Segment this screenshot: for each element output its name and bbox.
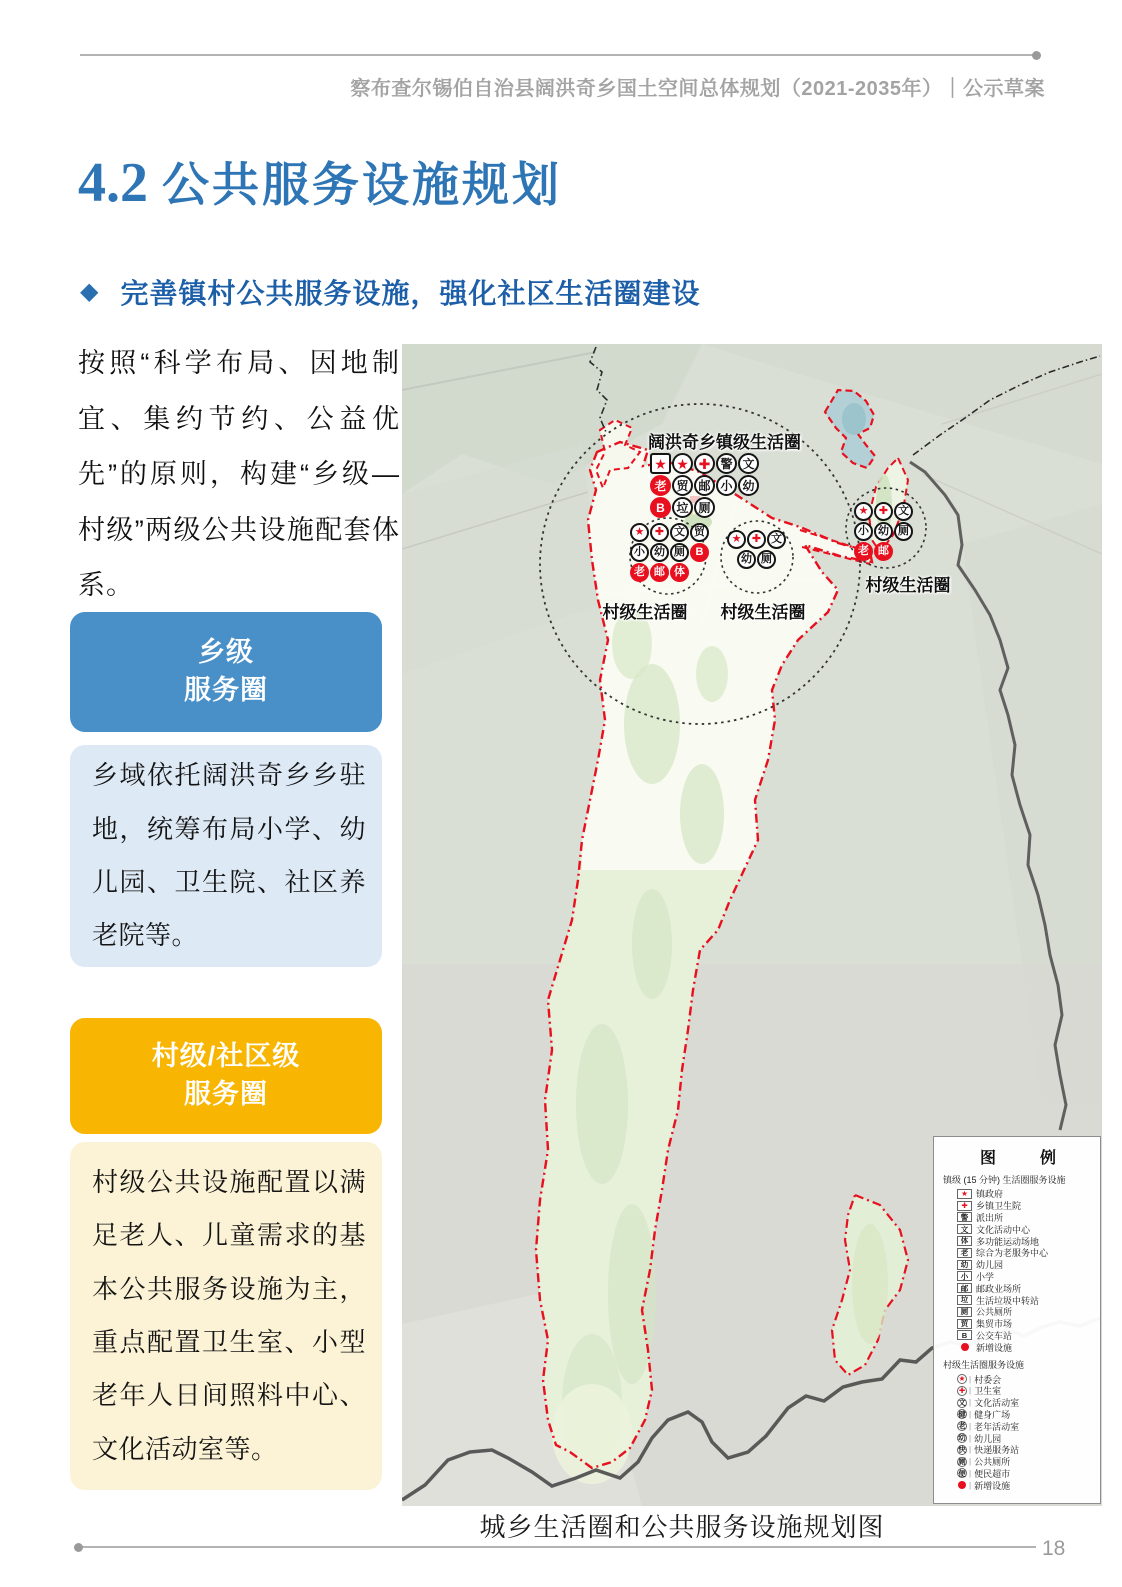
- facility-icon: 体: [670, 563, 689, 582]
- village-circle-label-east: 村级生活圈: [865, 576, 951, 595]
- legend-item: [943, 1200, 1093, 1212]
- legend-item-label: 公交车站: [976, 1330, 1013, 1341]
- facility-icon: 幼: [738, 475, 759, 496]
- facility-icon: 幼: [650, 543, 669, 562]
- facility-icon-row: [854, 502, 913, 521]
- legend-item: [943, 1188, 1093, 1200]
- legend-symbol-icon: 体: [957, 1236, 972, 1246]
- facility-icon: 邮: [694, 475, 715, 496]
- legend-item: [943, 1409, 1093, 1421]
- facility-icon: 贸: [672, 475, 693, 496]
- legend-item: [943, 1341, 1093, 1353]
- legend-title: 图 例: [979, 1150, 1070, 1167]
- legend-symbol-icon: 文: [957, 1224, 972, 1234]
- legend-symbol-icon: 健: [958, 1409, 966, 1419]
- legend-symbol-icon: 幼: [957, 1260, 972, 1270]
- legend-symbol-icon: 老: [958, 1421, 966, 1431]
- village-circle-label-west: 村级生活圈: [602, 603, 688, 622]
- facility-icon-row: [854, 542, 913, 561]
- legend-item-label: 便民超市: [974, 1468, 1011, 1479]
- legend-item: [943, 1397, 1093, 1409]
- facility-icon: ★: [854, 502, 873, 521]
- facility-icon: 垃: [672, 497, 693, 518]
- facility-icon: 文: [670, 523, 689, 542]
- facility-icon: ✚: [747, 530, 766, 549]
- legend-symbol-icon: 幼: [958, 1433, 966, 1443]
- legend-separator: |: [969, 1457, 972, 1467]
- section-subtitle: [80, 272, 700, 312]
- facility-icon: ✚: [694, 453, 715, 474]
- legend-item-label: 文化活动室: [974, 1398, 1020, 1409]
- facility-icon-row: [650, 453, 759, 474]
- legend-item: [943, 1456, 1093, 1468]
- facility-cluster-village-east: [854, 502, 913, 562]
- legend-symbol-icon: 贸: [957, 1319, 972, 1329]
- facility-icon-row: [630, 523, 709, 542]
- legend-symbol-icon: [957, 1342, 972, 1352]
- legend-item: [943, 1294, 1093, 1306]
- legend-symbol-icon: ★: [958, 1374, 966, 1384]
- legend-symbol-icon: 警: [957, 1212, 972, 1222]
- legend-symbol-icon: ✚: [958, 1386, 966, 1396]
- document-header: 察布查尔锡伯自治县阔洪奇乡国土空间总体规划（2021-2035年）｜公示草案: [350, 78, 1045, 100]
- legend-item: [943, 1330, 1093, 1342]
- diamond-bullet-icon: ◆: [80, 278, 99, 305]
- legend-item: [943, 1479, 1093, 1491]
- town-circle-label: 阔洪奇乡镇级生活圈: [648, 433, 801, 452]
- legend-separator: |: [969, 1421, 972, 1431]
- legend-item: [943, 1247, 1093, 1259]
- facility-icon: 文: [767, 530, 786, 549]
- section-number: 4.2: [78, 152, 148, 214]
- facility-icon: ✚: [874, 502, 893, 521]
- legend-separator: |: [969, 1409, 972, 1419]
- legend-item-label: 幼儿园: [976, 1260, 1004, 1271]
- legend-item-label: 乡镇卫生院: [976, 1201, 1022, 1212]
- legend-item: [943, 1385, 1093, 1397]
- legend-item: [943, 1318, 1093, 1330]
- facility-icon-row: [854, 522, 913, 541]
- legend-item-label: 镇政府: [976, 1189, 1004, 1200]
- legend-separator: |: [969, 1468, 972, 1478]
- legend-item: [943, 1271, 1093, 1283]
- legend-item: [943, 1282, 1093, 1294]
- legend-separator: |: [969, 1445, 972, 1455]
- section-title: [78, 148, 562, 215]
- facility-icon-row: [630, 563, 709, 582]
- planning-map: [402, 344, 1102, 1506]
- legend-item: [943, 1306, 1093, 1318]
- legend-symbol-icon: 文: [958, 1397, 966, 1407]
- facility-icon: 小: [716, 475, 737, 496]
- legend-separator: |: [969, 1398, 972, 1408]
- legend-item-label: 新增设施: [974, 1480, 1011, 1491]
- facility-icon: 小: [630, 543, 649, 562]
- legend-symbol-icon: 厕: [957, 1307, 972, 1317]
- legend-symbol-icon: B: [957, 1330, 972, 1340]
- card-title-line2: 服务圈: [184, 1079, 268, 1109]
- facility-icon: 老: [630, 563, 649, 582]
- legend-item: [943, 1444, 1093, 1456]
- map-legend: [933, 1136, 1101, 1504]
- facility-icon: 文: [894, 502, 913, 521]
- legend-item-label: 村委会: [974, 1374, 1002, 1385]
- legend-symbol-icon: 便: [958, 1468, 966, 1478]
- card-body-text: 村级公共设施配置以满足老人、儿童需求的基本公共服务设施为主，重点配置卫生室、小型老年人日间照料中心、文化活动室等。: [92, 1167, 366, 1464]
- intro-paragraph: 按照“科学布局、因地制宜、集约节约、公益优先”的原则，构建“乡级—村级”两级公共设施配套体系。: [78, 348, 400, 601]
- legend-sections: [943, 1173, 1093, 1491]
- facility-icon: 文: [738, 453, 759, 474]
- legend-item: [943, 1235, 1093, 1247]
- legend-section-heading: 村级生活圈服务设施: [943, 1360, 1025, 1371]
- facility-icon: B: [650, 497, 671, 518]
- legend-symbol-icon: ✚: [957, 1201, 972, 1211]
- facility-icon: B: [690, 543, 709, 562]
- legend-item-label: 新增设施: [976, 1342, 1013, 1353]
- page-number: 18: [1042, 1537, 1066, 1560]
- legend-symbol-icon: 厕: [958, 1456, 966, 1466]
- facility-cluster-town: [650, 453, 759, 519]
- legend-symbol-icon: 邮: [957, 1283, 972, 1293]
- legend-symbol-icon: 老: [957, 1248, 972, 1258]
- legend-item-label: 文化活动中心: [976, 1224, 1031, 1235]
- legend-symbol-icon: [957, 1480, 967, 1490]
- legend-item-label: 公共厕所: [976, 1307, 1013, 1318]
- card-title-line2: 服务圈: [184, 675, 268, 705]
- facility-icon: 幼: [874, 522, 893, 541]
- facility-icon: ★: [650, 453, 671, 474]
- legend-item-label: 健身广场: [974, 1409, 1011, 1420]
- legend-item: [943, 1432, 1093, 1444]
- facility-icon: ★: [630, 523, 649, 542]
- legend-item-label: 老年活动室: [974, 1421, 1020, 1432]
- legend-item-label: 小学: [976, 1271, 995, 1282]
- facility-icon: 老: [650, 475, 671, 496]
- legend-item-label: 综合为老服务中心: [976, 1248, 1049, 1259]
- bottom-divider: [78, 1546, 1036, 1548]
- legend-item: [943, 1223, 1093, 1235]
- facility-icon: 幼: [737, 550, 756, 569]
- legend-item-label: 快递服务站: [974, 1445, 1020, 1456]
- facility-icon: 警: [716, 453, 737, 474]
- map-caption: 城乡生活圈和公共服务设施规划图: [479, 1512, 885, 1542]
- facility-icon: ✚: [650, 523, 669, 542]
- legend-item: [943, 1468, 1093, 1480]
- legend-item-label: 卫生室: [974, 1386, 1002, 1397]
- township-circle-card-body: [70, 745, 382, 967]
- facility-icon: ★: [727, 530, 746, 549]
- legend-separator: |: [969, 1480, 972, 1490]
- card-body-text: 乡域依托阔洪奇乡乡驻地，统筹布局小学、幼儿园、卫生院、社区养老院等。: [92, 760, 366, 951]
- legend-item-label: 集贸市场: [976, 1319, 1013, 1330]
- legend-item-label: 派出所: [976, 1213, 1004, 1223]
- village-circle-card-header: [70, 1018, 382, 1134]
- card-title-line1: 村级/社区级: [151, 1041, 301, 1072]
- legend-section-heading: 镇级 (15 分钟) 生活圈服务设施: [943, 1175, 1066, 1185]
- legend-item-label: 幼儿园: [974, 1433, 1002, 1444]
- legend-symbol-icon: 快: [958, 1445, 966, 1455]
- card-title-line1: 乡级: [198, 637, 254, 668]
- facility-icon-row: [650, 497, 759, 518]
- facility-icon: 厕: [670, 543, 689, 562]
- legend-item-label: 邮政业场所: [976, 1283, 1022, 1294]
- village-circle-label-mid: 村级生活圈: [720, 603, 806, 622]
- section-title-text: 公共服务设施规划: [162, 160, 562, 212]
- facility-icon-row: [630, 543, 709, 562]
- legend-item-label: 多功能运动场地: [976, 1236, 1040, 1247]
- facility-icon: 厕: [894, 522, 913, 541]
- facility-icon-row: [650, 475, 759, 496]
- village-circle-card-body: [70, 1142, 382, 1490]
- facility-icon: 邮: [650, 563, 669, 582]
- legend-item: [943, 1259, 1093, 1271]
- facility-icon: 厕: [757, 550, 776, 569]
- legend-separator: |: [969, 1386, 972, 1396]
- legend-symbol-icon: ★: [957, 1189, 972, 1199]
- top-divider-dot: [1032, 51, 1041, 60]
- facility-icon: 老: [854, 542, 873, 561]
- legend-item-label: 生活垃圾中转站: [976, 1295, 1040, 1306]
- subtitle-text: 完善镇村公共服务设施，强化社区生活圈建设: [120, 278, 701, 309]
- legend-item: [943, 1373, 1093, 1385]
- bottom-divider-dot: [74, 1543, 83, 1552]
- township-circle-card-header: [70, 612, 382, 732]
- legend-separator: |: [969, 1433, 972, 1443]
- legend-symbol-icon: 垃: [957, 1295, 972, 1305]
- facility-icon: 贸: [690, 523, 709, 542]
- facility-cluster-village-west: [630, 523, 709, 583]
- legend-item: [943, 1420, 1093, 1432]
- facility-cluster-village-mid: [727, 530, 786, 570]
- legend-item-label: 公共厕所: [974, 1457, 1011, 1468]
- top-divider: [80, 54, 1036, 56]
- facility-icon: 小: [854, 522, 873, 541]
- facility-icon: 厕: [694, 497, 715, 518]
- legend-symbol-icon: 小: [957, 1271, 972, 1281]
- legend-separator: |: [969, 1374, 972, 1384]
- facility-icon: 邮: [874, 542, 893, 561]
- facility-icon-row: [727, 550, 786, 569]
- legend-item: [943, 1212, 1093, 1224]
- facility-icon-row: [727, 530, 786, 549]
- facility-icon: ★: [672, 453, 693, 474]
